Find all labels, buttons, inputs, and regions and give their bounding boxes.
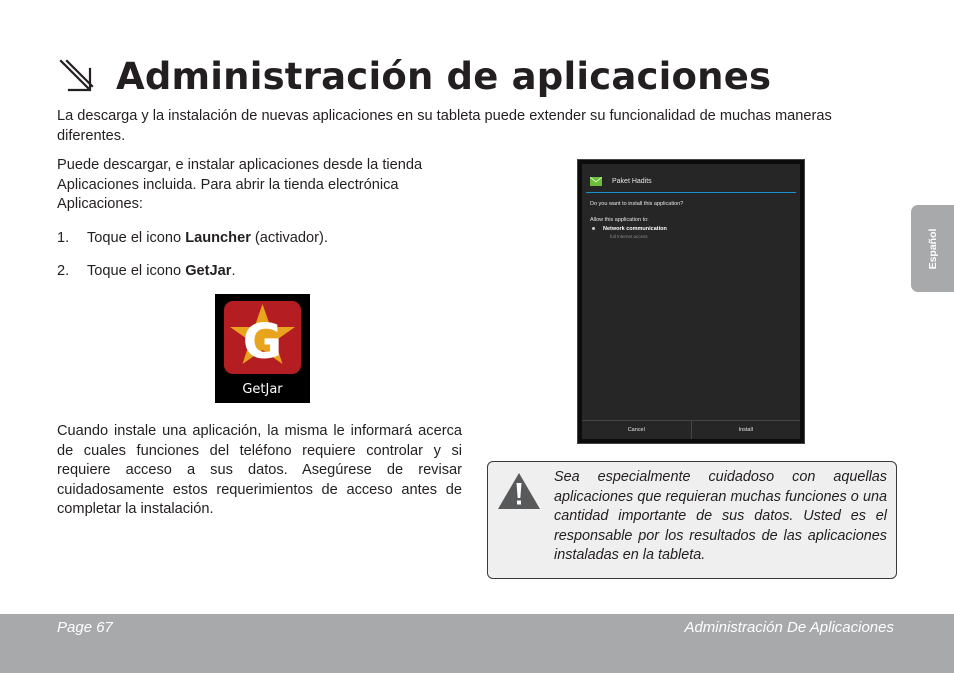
page-title: Administración de aplicaciones [116, 54, 772, 98]
step-getjar [57, 262, 236, 282]
install-dialog [582, 164, 800, 439]
dialog-question: Do you want to install this application? [590, 201, 684, 207]
page-number: Page 67 [57, 619, 113, 636]
step-keyword: GetJar [185, 263, 232, 279]
dialog-header [586, 170, 796, 193]
step-number: 2. [57, 263, 70, 279]
warning-icon [497, 472, 541, 510]
app-envelope-icon [590, 177, 602, 186]
step-text-end: (activador). [250, 230, 328, 246]
dialog-app-name: Paket Hadits [612, 177, 652, 185]
dialog-permission: Network communication [603, 226, 667, 232]
step-keyword: Launcher [185, 230, 251, 246]
svg-text:G: G [242, 314, 283, 370]
intro-paragraph: La descarga y la instalación de nuevas aplicaciones en su tableta puede extender su funcionalidad de muchas maneras diferentes. [57, 108, 832, 144]
step-text-end: . [231, 263, 236, 279]
language-tab-label: Español [926, 228, 939, 269]
arrow-down-right-icon [57, 57, 95, 95]
warning-note [487, 461, 897, 579]
step-number: 1. [57, 230, 70, 246]
permission-bullet [592, 227, 595, 230]
warning-text: Sea especialmente cuidadoso con aquellas aplicaciones que requieran muchas funciones o una cantidad importante de sus datos. Usted es el responsable por los resultados de las aplicaciones instaladas en la tableta. [554, 469, 887, 563]
cancel-button[interactable]: Cancel [627, 427, 645, 433]
dialog-allow-label: Allow this application to: [590, 217, 649, 223]
instructions-paragraph: Puede descargar, e instalar aplicaciones desde la tienda Aplicaciones incluida. Para abrir la tienda electrónica Aplicaciones: [57, 157, 423, 212]
step-launcher [57, 229, 328, 249]
getjar-logo-icon [215, 294, 310, 380]
step-text: Toque el icono [87, 230, 186, 246]
install-screenshot [577, 159, 805, 444]
page-footer [0, 614, 954, 673]
step-text: Toque el icono [87, 263, 186, 279]
permissions-paragraph: Cuando instale una aplicación, la misma le informará acerca de cuales funciones del teléfono requiere controlar y si requiere acceso a sus datos. Asegúrese de revisar cuidadosamente estos requerimientos de acceso antes de completar la instalación. [57, 423, 462, 517]
footer-section-title: Administración De Aplicaciones [684, 619, 894, 636]
dialog-buttons [582, 420, 800, 439]
getjar-app-icon[interactable] [215, 294, 310, 403]
getjar-label: GetJar [242, 382, 283, 397]
install-button[interactable]: Install [691, 421, 801, 439]
language-tab [911, 205, 954, 292]
page-heading [57, 48, 771, 104]
dialog-permission-detail: full Internet access [610, 234, 648, 239]
